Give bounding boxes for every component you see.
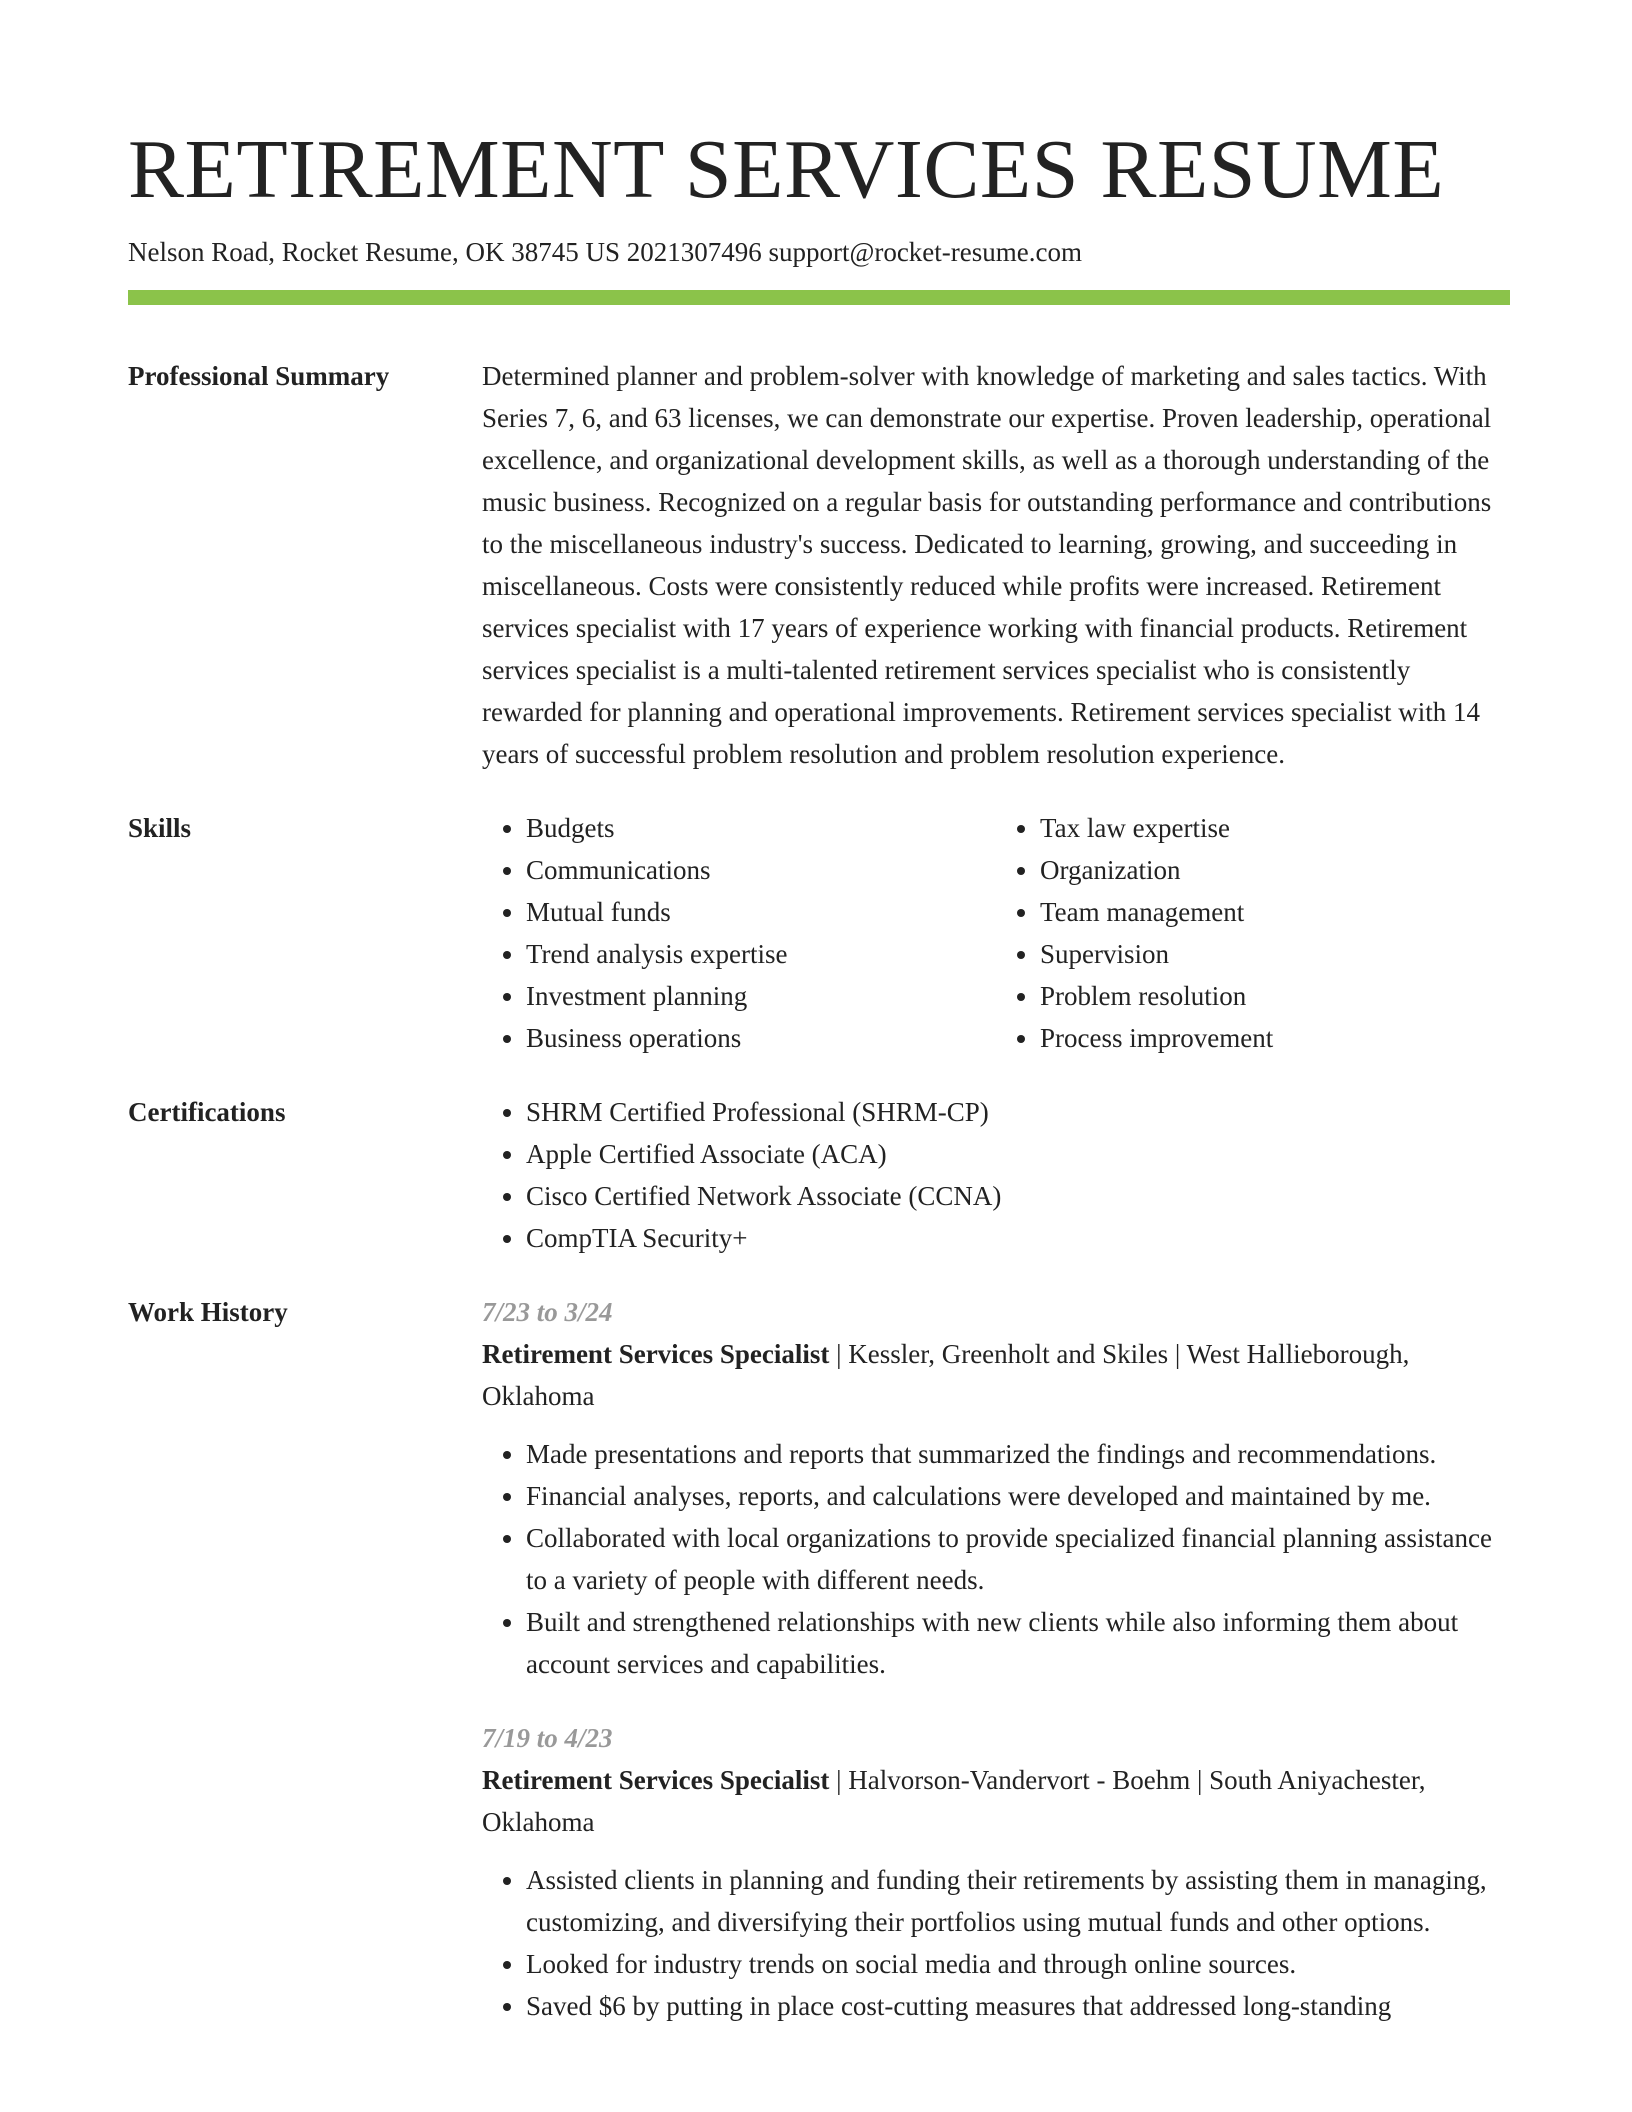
job-dates: 7/19 to 4/23 xyxy=(482,1723,613,1753)
job-bullets xyxy=(482,1859,1510,2027)
work-history-body xyxy=(482,1291,1510,2027)
certifications-list xyxy=(482,1091,1510,1259)
job-entry xyxy=(482,1291,1510,1685)
job-bullets xyxy=(482,1433,1510,1685)
job-bullet: • Made presentations and reports that summarized the findings and recommendations. xyxy=(526,1433,1510,1475)
summary-heading: Professional Summary xyxy=(128,361,390,391)
certifications-heading: Certifications xyxy=(128,1097,286,1127)
job-bullet: • Built and strengthened relationships with new clients while also informing them about account services and capabilities. xyxy=(526,1601,1510,1685)
skill-item: • Process improvement xyxy=(1040,1017,1510,1059)
resume-title: RETIREMENT SERVICES RESUME xyxy=(128,123,1445,216)
certifications-section xyxy=(128,1091,1510,1259)
skill-item: • Mutual funds xyxy=(526,891,996,933)
certifications-body xyxy=(482,1091,1510,1259)
skill-item: • Investment planning xyxy=(526,975,996,1017)
skills-list-left xyxy=(482,807,996,1059)
skill-item: • Communications xyxy=(526,849,996,891)
certification-item: • CompTIA Security+ xyxy=(526,1217,1510,1259)
skills-list-right xyxy=(996,807,1510,1059)
skills-heading: Skills xyxy=(128,813,192,843)
job-bullet: • Assisted clients in planning and funding their retirements by assisting them in managing, customizing, and diversifying their portfolios using mutual funds and other options. xyxy=(526,1859,1510,1943)
certification-item: • Apple Certified Associate (ACA) xyxy=(526,1133,1510,1175)
skill-item: • Problem resolution xyxy=(1040,975,1510,1017)
job-details: | Halvorson-Vandervort - Boehm | South Aniyachester, Oklahoma xyxy=(482,1765,1426,1837)
skill-item: • Trend analysis expertise xyxy=(526,933,996,975)
resume-page xyxy=(128,118,1510,2027)
skill-item: • Supervision xyxy=(1040,933,1510,975)
skill-item: • Business operations xyxy=(526,1017,996,1059)
summary-section xyxy=(128,355,1510,775)
job-bullet: • Collaborated with local organizations to provide specialized financial planning assistance to a variety of people with different needs. xyxy=(526,1517,1510,1601)
job-title: Retirement Services Specialist xyxy=(482,1765,830,1795)
job-header xyxy=(482,1333,1510,1417)
skill-item: • Tax law expertise xyxy=(1040,807,1510,849)
certification-item: • SHRM Certified Professional (SHRM-CP) xyxy=(526,1091,1510,1133)
job-bullet: • Financial analyses, reports, and calculations were developed and maintained by me. xyxy=(526,1475,1510,1517)
job-bullet: • Looked for industry trends on social media and through online sources. xyxy=(526,1943,1510,1985)
contact-line: Nelson Road, Rocket Resume, OK 38745 US 2021307496 support@rocket-resume.com xyxy=(128,237,1082,267)
skills-section xyxy=(128,807,1510,1059)
skill-item: • Organization xyxy=(1040,849,1510,891)
work-history-heading: Work History xyxy=(128,1297,288,1327)
skill-item: • Budgets xyxy=(526,807,996,849)
job-header xyxy=(482,1759,1510,1843)
job-entry xyxy=(482,1717,1510,2027)
job-dates: 7/23 to 3/24 xyxy=(482,1297,613,1327)
summary-text: Determined planner and problem-solver with knowledge of marketing and sales tactics. With Series 7, 6, and 63 licenses, we can demonstrate our expertise. Proven leadership, operational excellence, and organizational development skills, as well as a thorough understanding of the music business. Recognized on a regular basis for outstanding performance and contributions to the miscellaneous industry's success. Dedicated to learning, growing, and succeeding in miscellaneous. Costs were consistently reduced while profits were increased. Retirement services specialist with 17 years of experience working with financial products. Retirement services specialist is a multi-talented retirement services specialist who is consistently rewarded for planning and operational improvements. Retirement services specialist with 14 years of successful problem resolution and problem resolution experience. xyxy=(482,361,1492,769)
skill-item: • Team management xyxy=(1040,891,1510,933)
certification-item: • Cisco Certified Network Associate (CCNA) xyxy=(526,1175,1510,1217)
job-details: | Kessler, Greenholt and Skiles | West Hallieborough, Oklahoma xyxy=(482,1339,1410,1411)
job-bullet: • Saved $6 by putting in place cost-cutting measures that addressed long-standing xyxy=(526,1985,1510,2027)
skills-body xyxy=(482,807,1510,1059)
job-title: Retirement Services Specialist xyxy=(482,1339,830,1369)
summary-body xyxy=(482,355,1510,775)
work-history-section xyxy=(128,1291,1510,2027)
accent-divider xyxy=(128,290,1510,305)
